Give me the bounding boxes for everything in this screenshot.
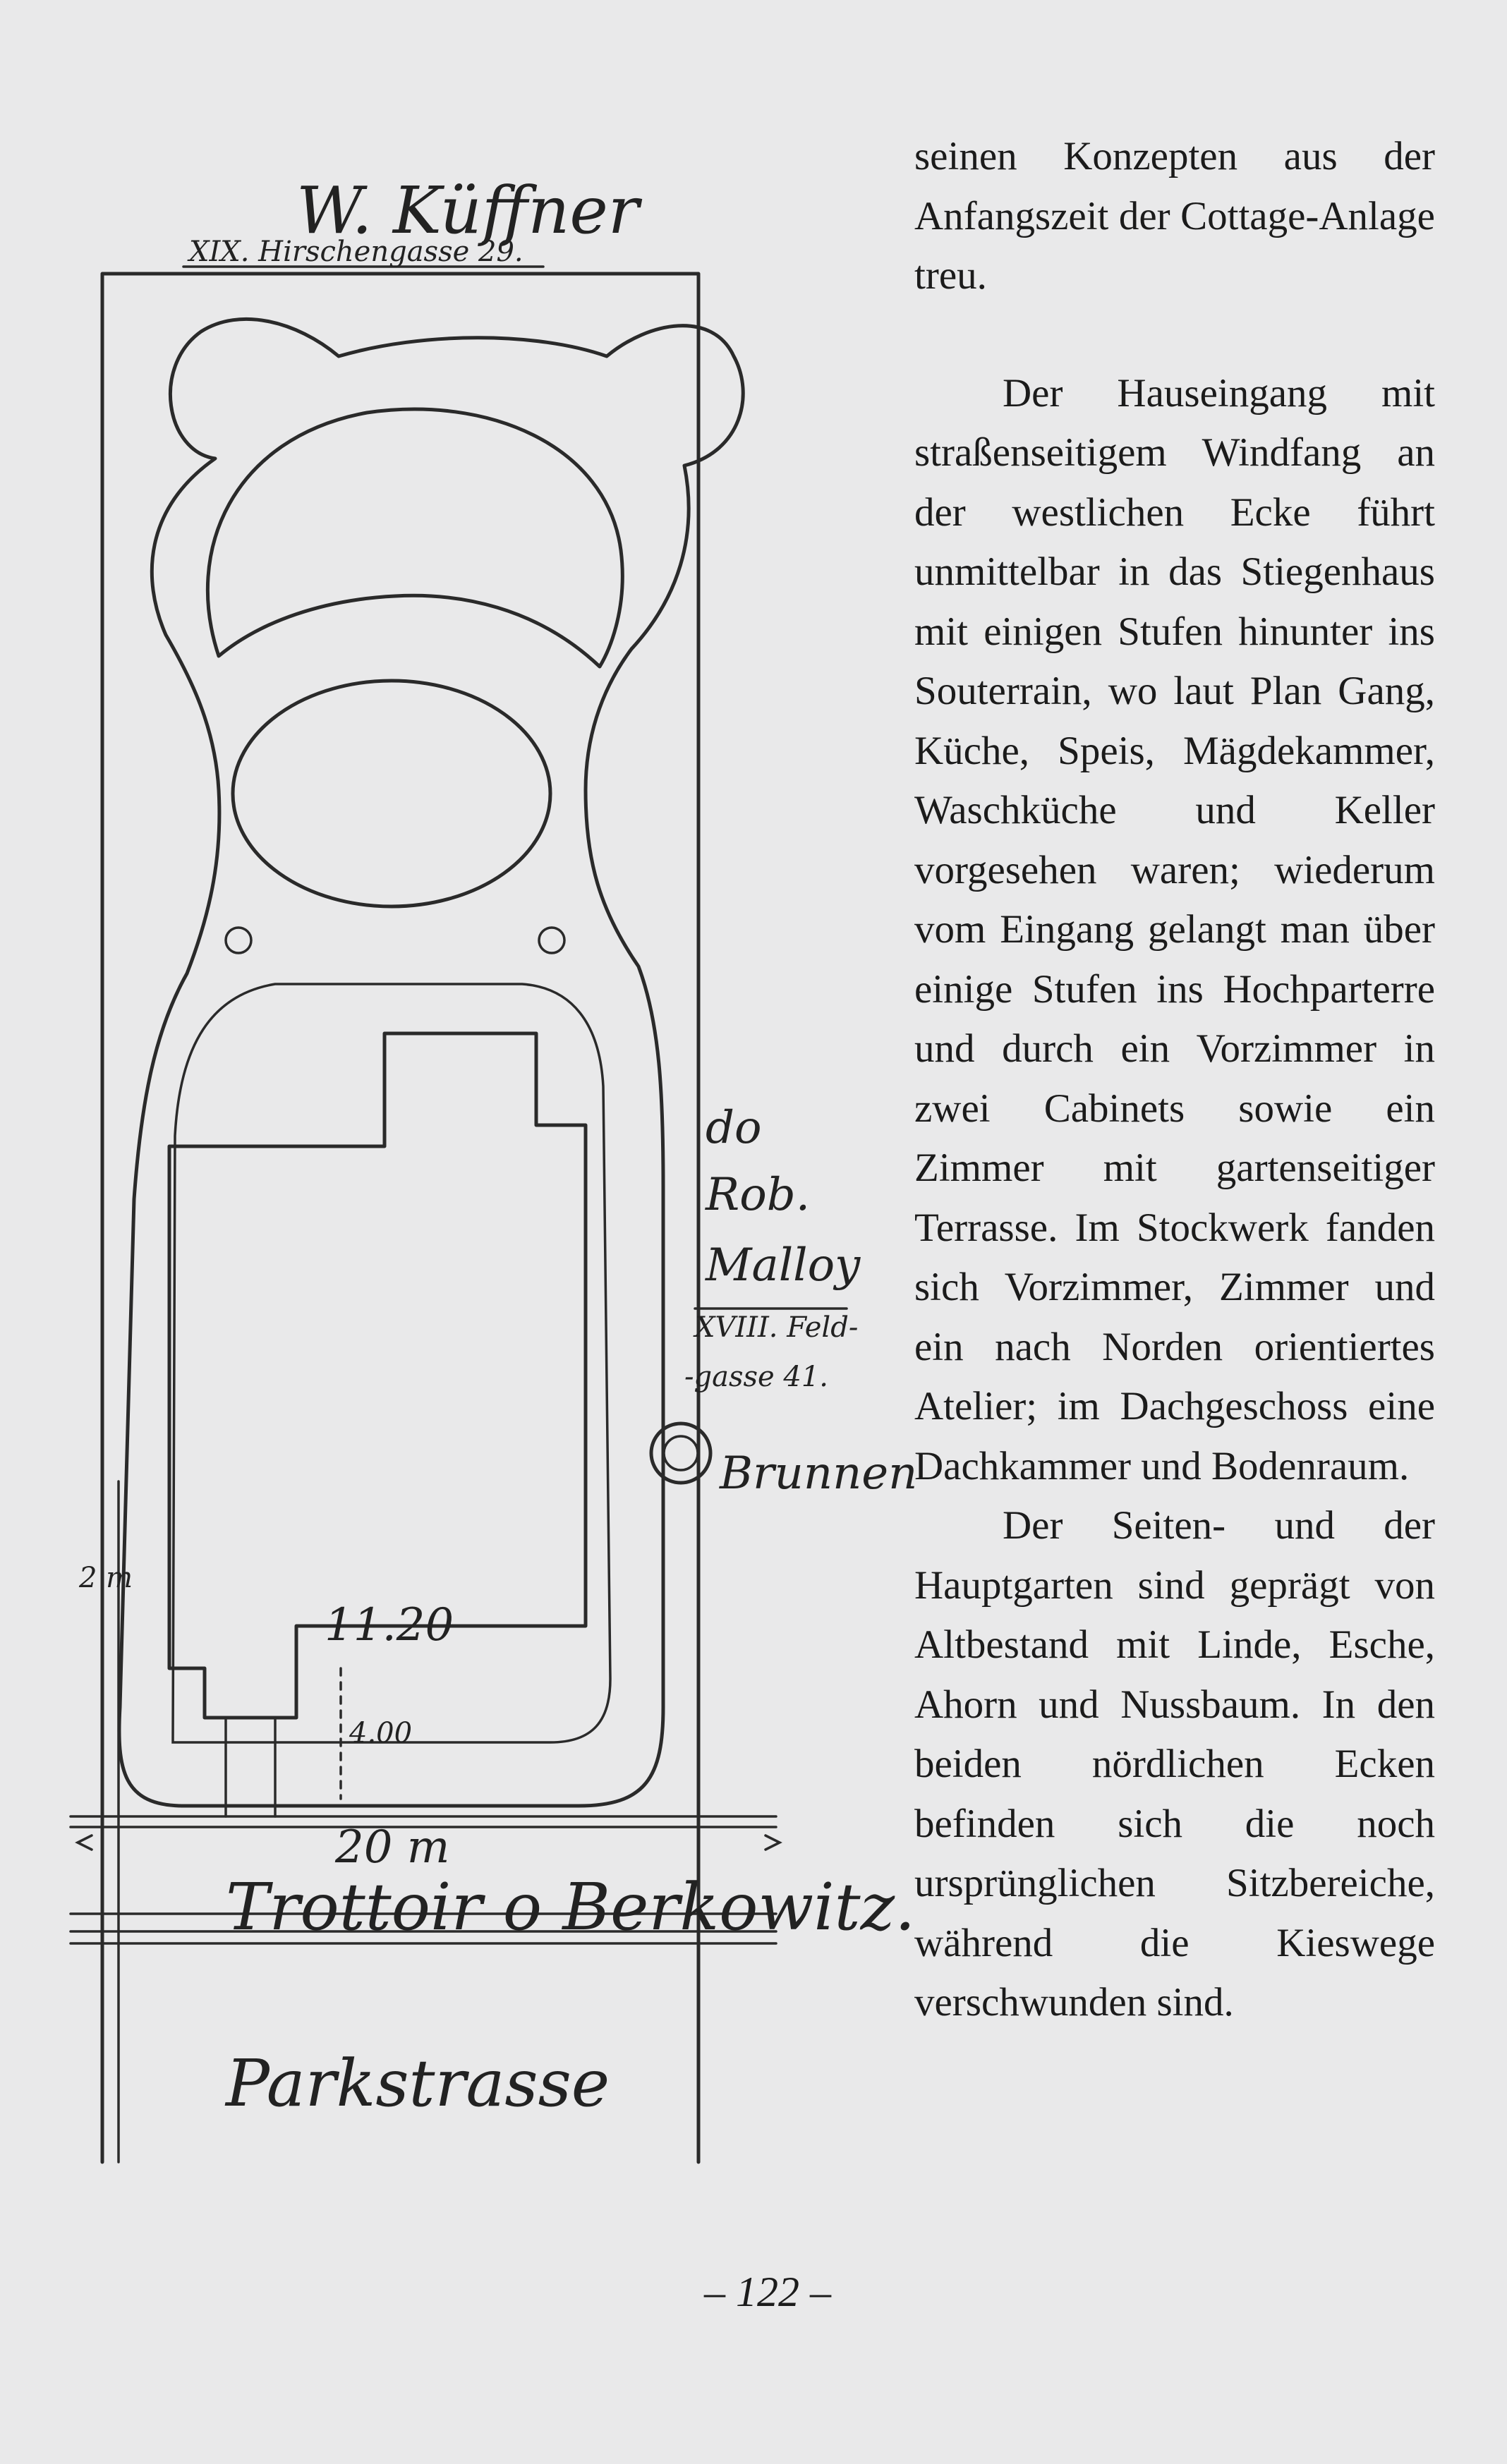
width-measure: 11.20 [325,1599,454,1651]
owner-address: XIX. Hirschengasse 29. [189,236,523,268]
upper-lawn-crescent [207,409,622,667]
neighbor-address-2: -gasse 41. [684,1361,829,1393]
central-round-lawn [233,681,550,906]
well-label: Brunnen [720,1448,918,1500]
street-label: Parkstrasse [226,2046,610,2121]
neighbor-name-2: Malloy [706,1239,861,1292]
paragraph-garden-description: Der Seiten- und der Hauptgarten sind geprägt von Altbestand mit Linde, Esche, Ahorn und Nussbaum. In den beiden nördlichen Ecken befinden sich die noch ursprünglichen Sitzbereiche, während die Kieswege verschwunden sind. [914,1503,1435,2025]
front-measure: 20 m [335,1821,450,1874]
entrance-steps [226,1718,275,1816]
neighbor-prefix: do [706,1102,762,1154]
well-outer-circle [651,1424,710,1483]
street-end-mark-right [765,1835,780,1850]
body-text-column [914,127,1435,2033]
well-inner-circle [664,1436,698,1470]
paragraph-continuation: seinen Konzepten aus der Anfangszeit der Cottage-Anlage treu. [914,134,1435,298]
seating-circle-east [539,928,564,953]
side-measure: 2 m [79,1562,133,1594]
seating-circle-west [226,928,251,953]
owner-name: W. Küffner [296,173,639,248]
page-number: – 122 – [704,2269,831,2315]
depth-measure: 4.00 [349,1717,413,1749]
paragraph-entrance-description: Der Hauseingang mit straßenseitigem Windfang an der westlichen Ecke führt unmittelbar in das Stiegenhaus mit einigen Stufen hinunter ins Souterrain, wo laut Plan Gang, Küche, Speis, Mägdekammer, Waschküche und Keller vorgesehen waren; wiederum vom Eingang gelangt man über einige Stufen ins Hochparterre und durch ein Vorzimmer in zwei Cabinets sowie ein Zimmer mit gartenseitiger Terrasse. Im Stockwerk fanden sich Vorzimmer, Zimmer und ein nach Norden orientiertes Atelier; im Dachgeschoss eine Dachkammer und Bodenraum. [914,370,1435,1488]
street-end-mark-left [78,1835,92,1850]
sidewalk-label: Trottoir o Berkowitz. [226,1869,916,1945]
neighbor-address-1: XVIII. Feld- [695,1311,859,1344]
neighbor-name-1: Rob. [706,1169,811,1221]
